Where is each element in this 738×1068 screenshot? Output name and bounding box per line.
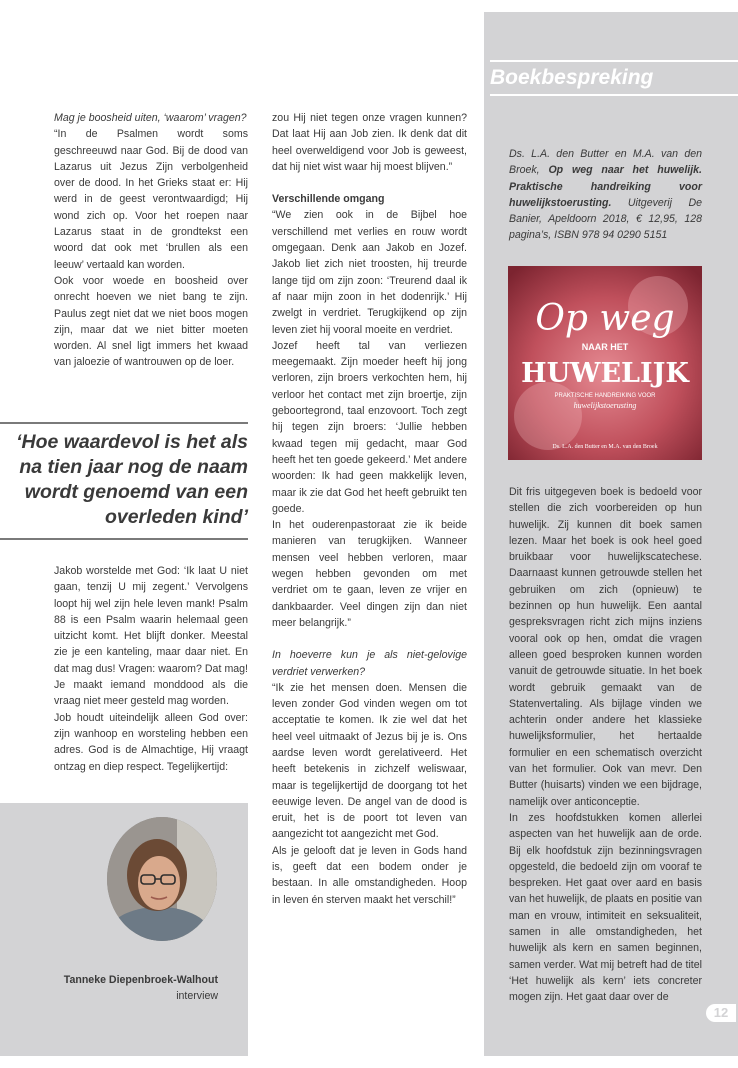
paragraph: “Ik zie het mensen doen. Mensen die leven zonder God vinden wegen om tot acceptatie te komen. Ik zie wel dat het heel veel uitmaakt of Jezus bij je is. Ons aardse leven wordt gerelativeerd. Het heeft betekenis in zichzelf weliswaar, maar is tegelijkertijd de doorgang tot het eeuwige leven. De angel van de dood is eruit, het is de poort tot leven van aangezicht tot aangezicht met God. xyxy=(272,681,467,841)
article-column-1-top xyxy=(54,110,248,371)
cover-subtitle-1: PRAKTISCHE HANDREIKING VOOR xyxy=(554,393,656,399)
pull-quote xyxy=(0,422,248,540)
cover-title-line1: Op weg xyxy=(535,298,675,339)
paragraph: In hoeverre kun je als niet-gelovige verdriet verwerken? xyxy=(272,649,467,678)
section-label: Boekbespreking xyxy=(490,60,738,96)
article-column-2 xyxy=(272,110,467,908)
paragraph: Job houdt uiteindelijk alleen God over: zijn wanhoop en worsteling hebben een adres. God is de Almachtige, Hij vraagt ontzag en diep respect. Tegelijkertijd: xyxy=(54,711,248,773)
paragraph: “In de Psalmen wordt soms geschreeuwd naar God. Bij de dood van Lazarus uit Jezus Zijn verbolgenheid over de dood. In het Grieks staat er: Hij werd in de geest verontwaardigd; Hij wond zich op. Voor het roepen naar Lazarus staat in de grondtekst een woord dat ook met ‘brullen als een leeuw’ vertaald kan worden. xyxy=(54,128,248,271)
book-metadata xyxy=(509,146,702,244)
book-cover xyxy=(508,266,702,460)
cover-title-line3: HUWELIJK xyxy=(521,358,689,389)
book-authors: Ds. L.A. den Butter en M.A. van den Broek, xyxy=(509,148,702,177)
review-text xyxy=(509,484,702,1006)
book-title: Op weg naar het huwelijk. Praktische handreiking voor huwelijkstoerusting. xyxy=(509,164,702,209)
author-credit xyxy=(0,972,218,1004)
paragraph: Mag je boosheid uiten, ‘waarom’ vragen? xyxy=(54,112,247,124)
book-details: Uitgeverij De Banier, Apeldoorn 2018, € 12,95, 128 pagina’s, ISBN 978 94 0290 5151 xyxy=(509,196,702,242)
paragraph: Jozef heeft tal van verliezen meegemaakt. Zijn moeder heeft hij jong verloren, zijn broers verkochten hem, hij verloor het contact met zijn broertje, zijn geboortegrond, taal enzovoort. Toch zegt hij tegen zijn broers: ‘Jullie hebben kwaad tegen mij gedacht, maar God heeft het ten goede gekeerd.’ Met andere woorden: Ik had geen makkelijk leven, maar ik zie dat God het heeft gebruikt ten goede. xyxy=(272,339,467,515)
paragraph: Jakob worstelde met God: ‘Ik laat U niet gaan, tenzij U mij zegent.’ Vervolgens loopt hij wel zijn hele leven mank! Psalm 88 is een Psalm waarin helemaal geen uitzicht komt. Het blijft donker. Meestal zie je een kanteling, maar daar niet. En dat mag dus! Vragen: waarom? Dat mag! Je maakt iemand monddood als die vraag niet meer gesteld mag worden. xyxy=(54,565,248,708)
article-column-1-bottom xyxy=(54,563,248,775)
cover-authors: Ds. L.A. den Butter en M.A. van den Broek xyxy=(552,444,658,450)
cover-title-line2: NAAR HET xyxy=(581,342,629,352)
pull-quote-text: ‘Hoe waardevol is het als na tien jaar nog de naam wordt genoemd van een overleden kind’ xyxy=(16,431,248,528)
paragraph: In zes hoofdstukken komen allerlei aspecten van het huwelijk aan de orde. Bij elk hoofdstuk zijn bezinningsvragen opgesteld, die bedoeld zijn om vooraf te bespreken. Het gaat over aard en basis van het huwelijk, de plaats en positie van man en vrouw, intimiteit en seksualiteit, samen in alle omstandigheden, het huwelijk als kern en samen beginnen, samen verder. Wat mij betreft had de titel ‘Het huwelijk als kern’ iets concreter mogen zijn. Het gaat daar over de xyxy=(509,811,702,1004)
paragraph: Als je gelooft dat je leven in Gods hand is, geeft dat een bodem onder je bestaan. In alle omstandigheden. Hoop in leven én sterven maakt het verschil!” xyxy=(272,844,467,906)
paragraph: Verschillende omgang xyxy=(272,193,385,206)
paragraph: zou Hij niet tegen onze vragen kunnen? Dat laat Hij aan Job zien. Ik denk dat dit heel overweldigend voor Job is geweest, dat hij niet wist waar hij moest blijven.” xyxy=(272,112,467,173)
cover-subtitle-2: huwelijkstoerusting xyxy=(573,401,637,410)
author-name: Tanneke Diepenbroek-Walhout xyxy=(63,974,218,986)
author-role: interview xyxy=(176,990,218,1002)
paragraph: Ook voor woede en boosheid over onrecht hoeven we niet bang te zijn. Paulus zegt niet dat we niet boos mogen zijn, maar dat we niet bitter moeten worden. Al snel ligt immers het kwaad van jaloezie of wantrouwen op de loer. xyxy=(54,274,248,369)
author-photo xyxy=(107,817,217,941)
paragraph: In het ouderenpastoraat zie ik beide manieren van terugkijken. Wanneer mensen veel hebben verloren, maar wegen hebben gevonden om met verdriet om te gaan, leven ze vrijer en dankbaarder. Veel dingen zijn dan niet meer belangrijk.” xyxy=(272,519,467,629)
paragraph: Dit fris uitgegeven boek is bedoeld voor stellen die zich voorbereiden op hun huwelijk. Zij kunnen dit boek samen lezen. Maar het boek is ook heel goed bruikbaar voor huwelijkscatechese. Daarnaast kunnen getrouwde stellen het gebruiken om zich (opnieuw) te bezinnen op hun huwelijk. Een aantal gespreksvragen richt zich mijns inziens vooral ook op hen, omdat die vragen alleen goed besproken kunnen worden vanuit de getrouwde situatie. In het boek wordt gebruik gemaakt van de Statenvertaling. Als bijlage vinden we achterin onder andere het klassieke huwelijksformulier, het hertaalde formulier en een schematisch overzicht van het formulier. Ook van mevr. Den Butter (huisarts) vinden we een bijdrage, namelijk over anticonceptie. xyxy=(509,486,702,808)
page-number: 12 xyxy=(706,1004,736,1022)
paragraph: “We zien ook in de Bijbel hoe verschillend met verlies en rouw wordt omgegaan. Denk aan Jakob en Jozef. Jakob liet zich niet troosten, hij treurde lange tijd om zijn zoon: ‘Treurend daal ik af naar mijn zoon in het dodenrijk.’ Hij zwelgt in verdriet. Terugkijkend op zijn leven ziet hij vooral moeite en verdriet. xyxy=(272,209,467,336)
